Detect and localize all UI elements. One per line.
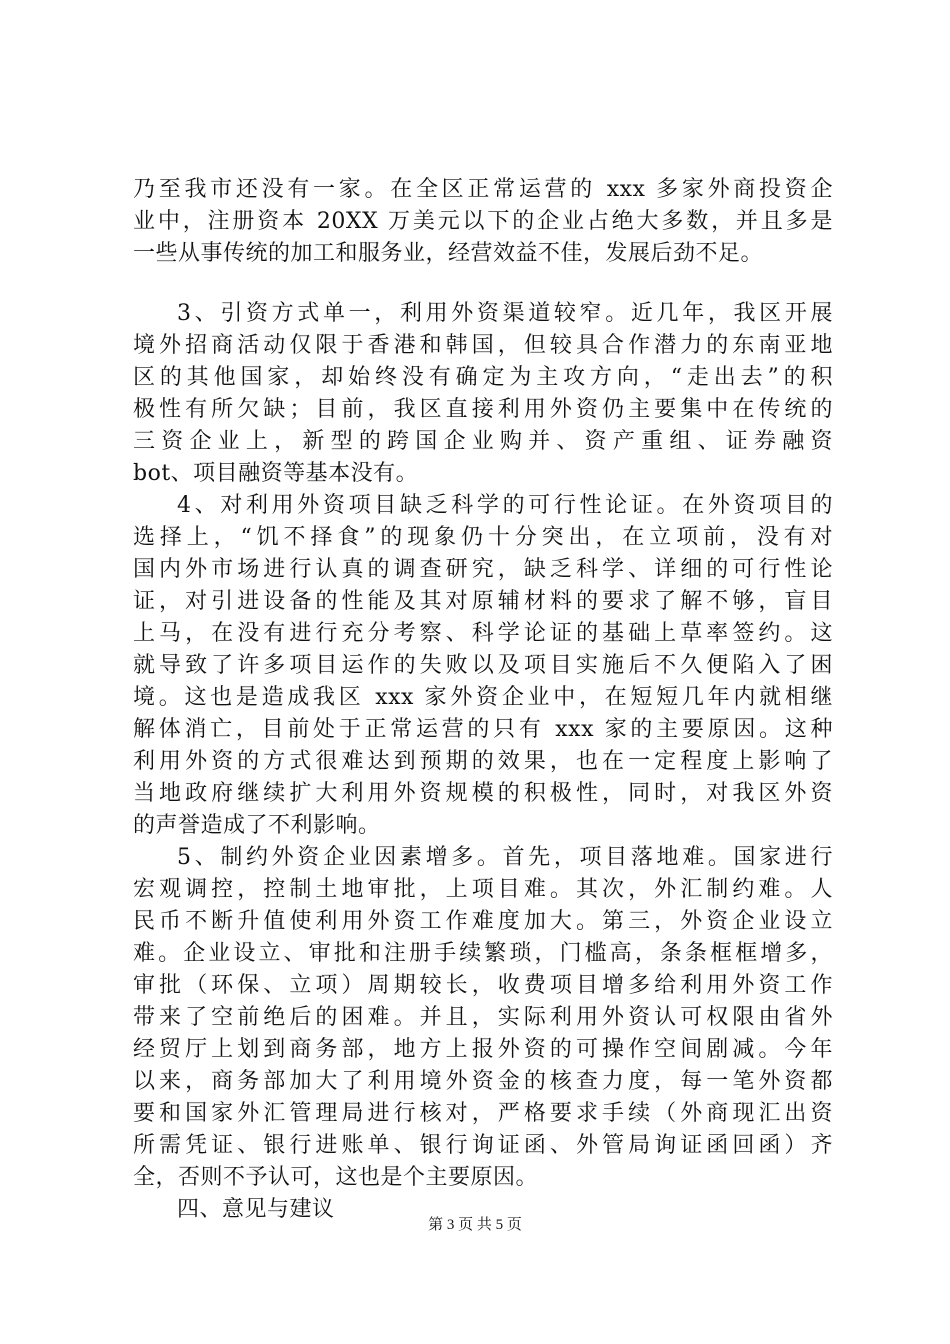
- text-line: 3、引资方式单一，利用外资渠道较窄。近几年，我区开展: [177, 301, 833, 326]
- page-footer: [0, 1215, 950, 1235]
- text-line: 审批（环保、立项）周期较长，收费项目增多给利用外资工作: [133, 973, 833, 998]
- text-line: 就导致了许多项目运作的失败以及项目实施后不久便陷入了困: [133, 653, 833, 678]
- paragraph: [133, 174, 833, 270]
- text-line: 要和国家外汇管理局进行核对，严格要求手续（外商现汇出资: [133, 1101, 833, 1126]
- text-line: 以来，商务部加大了利用境外资金的核查力度，每一笔外资都: [133, 1069, 833, 1094]
- paragraph-gap: [133, 270, 833, 298]
- document-body: [133, 174, 833, 1226]
- text-line: bot、项目融资等基本没有。: [133, 461, 419, 486]
- text-line: 乃至我市还没有一家。在全区正常运营的 xxx 多家外商投资企: [133, 177, 833, 202]
- text-line: 经贸厅上划到商务部，地方上报外资的可操作空间剧减。今年: [133, 1037, 833, 1062]
- text-line: 宏观调控，控制土地审批，上项目难。其次，外汇制约难。人: [133, 877, 833, 902]
- text-line: 选择上，“饥不择食”的现象仍十分突出，在立项前，没有对: [133, 525, 833, 550]
- text-line: 4、对利用外资项目缺乏科学的可行性论证。在外资项目的: [177, 493, 833, 518]
- text-line: 难。企业设立、审批和注册手续繁琐，门槛高，条条框框增多，: [133, 941, 833, 966]
- heading-line: 四、意见与建议: [177, 1197, 335, 1222]
- paragraph: [133, 298, 833, 490]
- text-line: 证，对引进设备的性能及其对原辅材料的要求了解不够，盲目: [133, 589, 833, 614]
- text-line: 上马，在没有进行充分考察、科学论证的基础上草率签约。这: [133, 621, 833, 646]
- text-line: 民币不断升值使利用外资工作难度加大。第三，外资企业设立: [133, 909, 833, 934]
- text-line: 业中，注册资本 20XX 万美元以下的企业占绝大多数，并且多是: [133, 209, 833, 234]
- text-line: 当地政府继续扩大利用外资规模的积极性，同时，对我区外资: [133, 781, 833, 806]
- text-line: 国内外市场进行认真的调查研究，缺乏科学、详细的可行性论: [133, 557, 833, 582]
- text-line: 一些从事传统的加工和服务业，经营效益不佳，发展后劲不足。: [133, 241, 764, 266]
- paragraph: [133, 490, 833, 842]
- text-line: 极性有所欠缺；目前，我区直接利用外资仍主要集中在传统的: [133, 397, 833, 422]
- text-line: 三资企业上，新型的跨国企业购并、资产重组、证券融资: [133, 429, 833, 454]
- text-line: 解体消亡，目前处于正常运营的只有 xxx 家的主要原因。这种: [133, 717, 833, 742]
- page-number: 第 3 页 共 5 页: [428, 1217, 522, 1233]
- text-line: 的声誉造成了不利影响。: [133, 813, 381, 838]
- text-line: 全，否则不予认可，这也是个主要原因。: [133, 1165, 539, 1190]
- paragraph: [133, 842, 833, 1194]
- text-line: 区的其他国家，却始终没有确定为主攻方向，“走出去”的积: [133, 365, 833, 390]
- text-line: 5、制约外资企业因素增多。首先，项目落地难。国家进行: [177, 845, 833, 870]
- text-line: 带来了空前绝后的困难。并且，实际利用外资认可权限由省外: [133, 1005, 833, 1030]
- text-line: 境外招商活动仅限于香港和韩国，但较具合作潜力的东南亚地: [133, 333, 833, 358]
- text-line: 境。这也是造成我区 xxx 家外资企业中，在短短几年内就相继: [133, 685, 833, 710]
- text-line: 所需凭证、银行进账单、银行询证函、外管局询证函回函）齐: [133, 1133, 833, 1158]
- text-line: 利用外资的方式很难达到预期的效果，也在一定程度上影响了: [133, 749, 833, 774]
